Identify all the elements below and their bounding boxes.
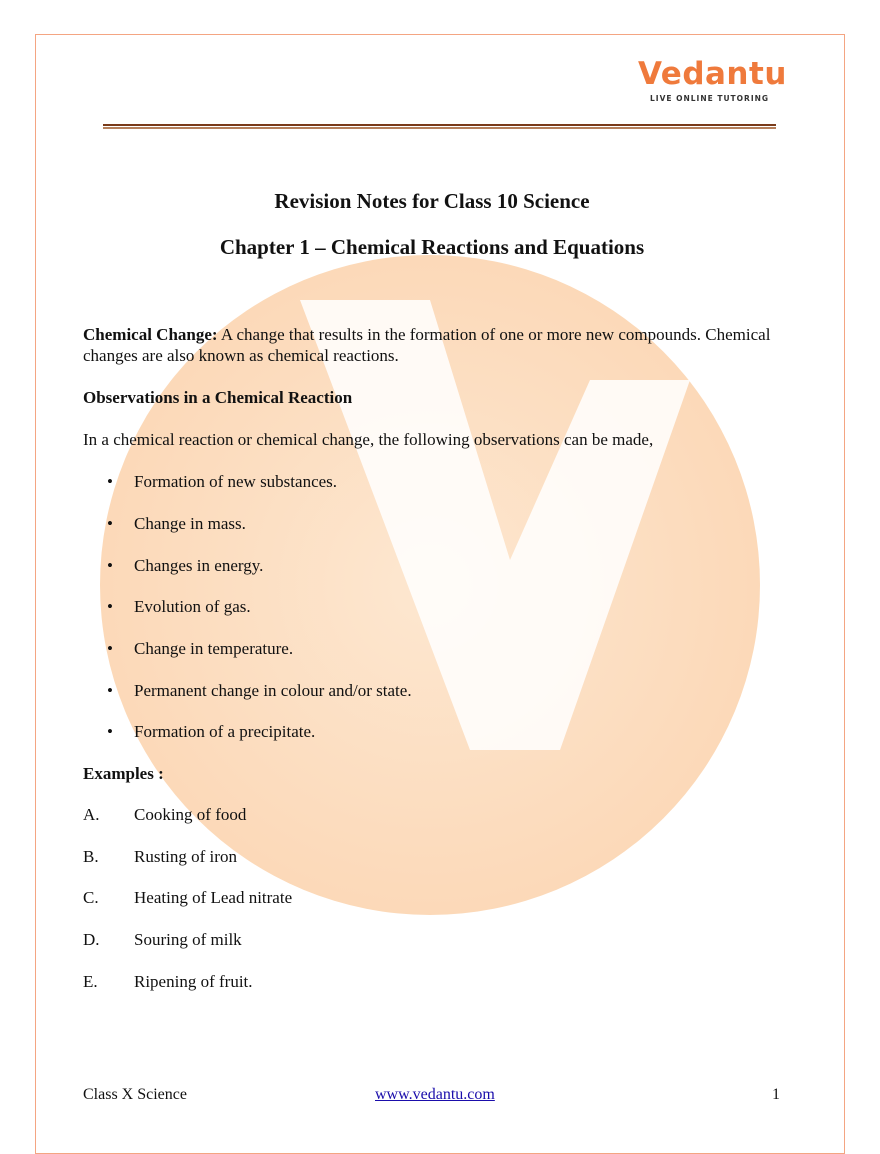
definition-paragraph (83, 324, 803, 366)
header-rule-light (103, 127, 776, 129)
observations-intro: In a chemical reaction or chemical change, the following observations can be made, (83, 430, 654, 449)
examples-heading: Examples : (83, 764, 164, 783)
definition-text: A change that results in the formation of one or more new compounds. Chemical changes are also known as chemical reactions. (83, 325, 771, 365)
definition-term: Chemical Change: (83, 325, 218, 344)
chapter-title: Chapter 1 – Chemical Reactions and Equations (219, 235, 645, 259)
observations-heading: Observations in a Chemical Reaction (83, 388, 353, 407)
vedantu-logo (638, 56, 788, 108)
footer-page-number: 1 (772, 1086, 780, 1103)
example-item: D. Souring of milk (83, 930, 242, 949)
footer-website-link[interactable]: www.vedantu.com (375, 1086, 495, 1103)
example-item: E. Ripening of fruit. (83, 972, 253, 991)
list-item: • Evolution of gas. (107, 597, 251, 616)
example-item: C. Heating of Lead nitrate (83, 888, 293, 907)
example-item: B. Rusting of iron (83, 847, 237, 866)
list-item: • Change in temperature. (107, 639, 294, 658)
document-title: Revision Notes for Class 10 Science (274, 189, 590, 213)
logo-tagline: LIVE ONLINE TUTORING (650, 94, 770, 103)
list-item: • Change in mass. (107, 514, 246, 533)
list-item: • Formation of new substances. (107, 472, 338, 491)
header-rule-dark (103, 124, 776, 126)
list-item: • Permanent change in colour and/or state. (107, 681, 412, 700)
list-item: • Formation of a precipitate. (107, 722, 316, 741)
logo-wordmark: Vedantu (638, 56, 787, 92)
footer-subject: Class X Science (83, 1086, 187, 1103)
example-item: A. Cooking of food (83, 805, 247, 824)
list-item: • Changes in energy. (107, 556, 264, 575)
